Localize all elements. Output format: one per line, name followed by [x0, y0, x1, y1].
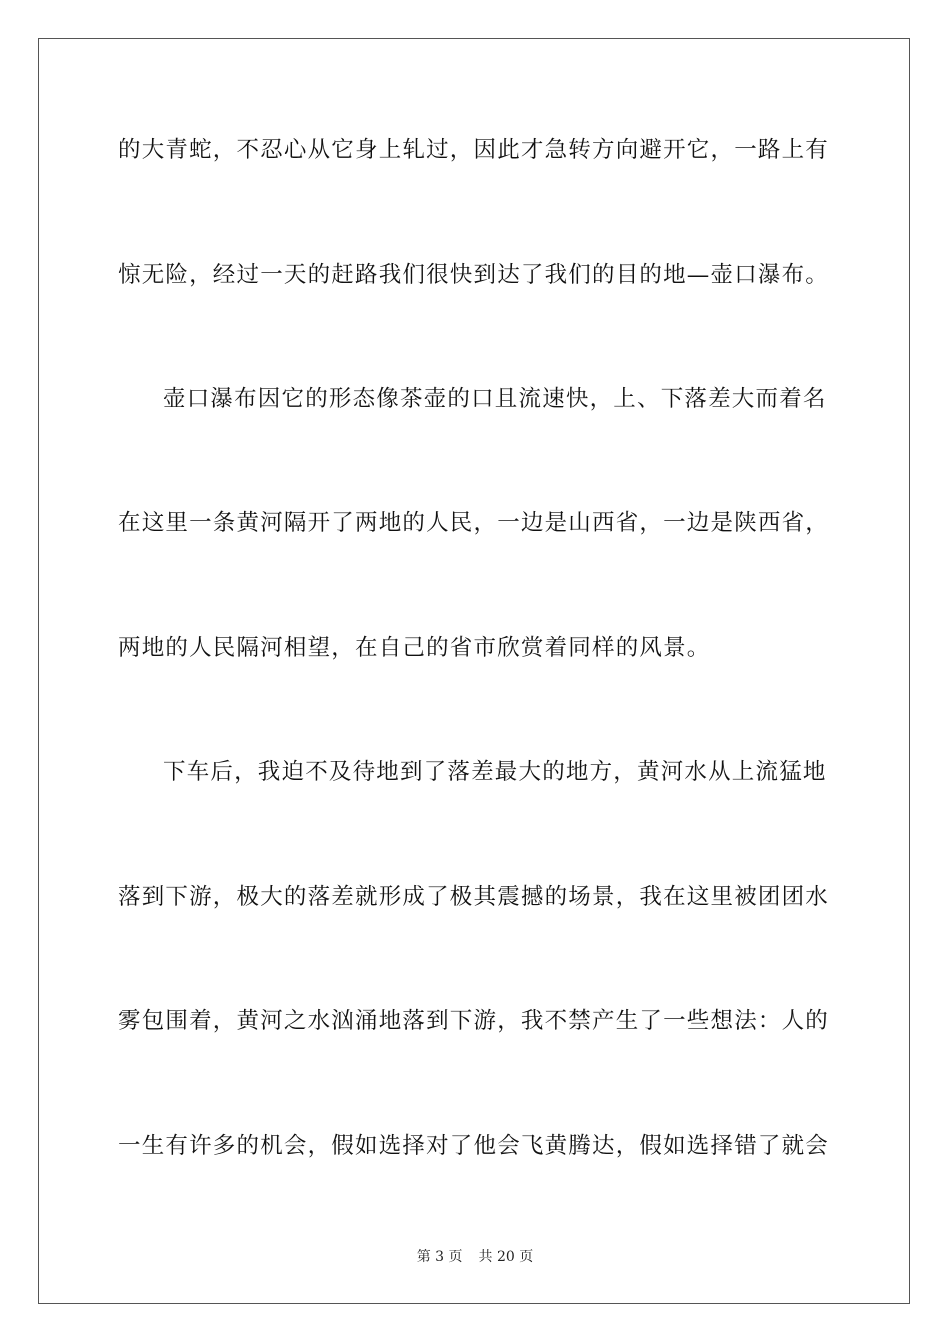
total-pages: 共 20 页: [478, 1249, 534, 1265]
text-line: 惊无险，经过一天的赶路我们很快到达了我们的目的地—壶口瀑布。: [118, 262, 830, 288]
page-footer: [0, 1246, 950, 1266]
text-line: 雾包围着，黄河之水汹涌地落到下游，我不禁产生了一些想法：人的: [118, 1008, 830, 1034]
text-line: 两地的人民隔河相望，在自己的省市欣赏着同样的风景。: [118, 635, 711, 661]
text-line: 在这里一条黄河隔开了两地的人民，一边是山西省，一边是陕西省，: [118, 510, 830, 536]
page-border: [38, 38, 910, 1304]
page-number: 第 3 页: [416, 1249, 463, 1265]
text-line: 一生有许多的机会，假如选择对了他会飞黄腾达，假如选择错了就会: [118, 1133, 830, 1159]
text-line: 落到下游，极大的落差就形成了极其震撼的场景，我在这里被团团水: [118, 884, 830, 910]
paragraph-start-line: 下车后，我迫不及待地到了落差最大的地方，黄河水从上流猛地: [163, 759, 827, 785]
text-line: 的大青蛇，不忍心从它身上轧过，因此才急转方向避开它，一路上有: [118, 137, 830, 163]
paragraph-start-line: 壶口瀑布因它的形态像茶壶的口且流速快，上、下落差大而着名: [163, 386, 827, 412]
